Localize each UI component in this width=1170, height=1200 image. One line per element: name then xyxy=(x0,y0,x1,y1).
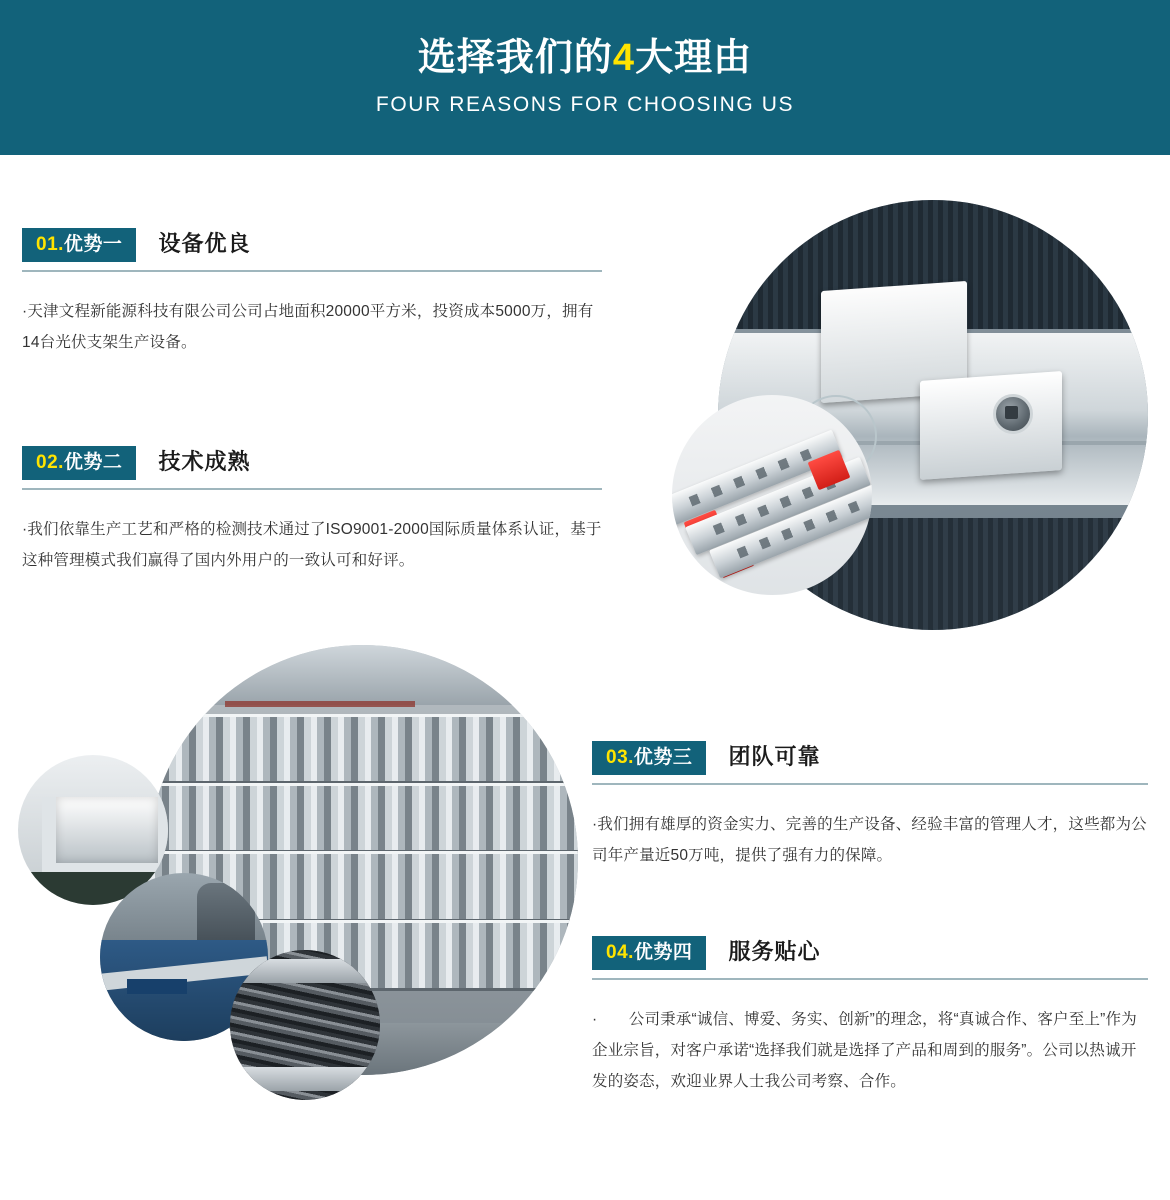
steel-coil-photo xyxy=(230,950,380,1100)
page-title-suffix: 大理由 xyxy=(635,36,753,79)
c-profile-shape xyxy=(42,797,168,877)
clamp-bolt-icon xyxy=(993,394,1033,434)
coil-photo-inner xyxy=(230,950,380,1100)
coil-strip-bottom xyxy=(230,1067,380,1091)
advantage-1-badge-label: 优势一 xyxy=(63,234,123,255)
page-title xyxy=(418,38,752,80)
page-header xyxy=(0,0,1170,155)
stack-layer-1 xyxy=(148,714,578,785)
advantage-3-head xyxy=(592,740,1148,775)
advantage-2-head xyxy=(22,445,602,480)
factory-machine-label xyxy=(127,979,187,994)
advantage-3-badge-number: 03. xyxy=(606,747,634,768)
advantage-4-body: · 公司秉承“诚信、博爱、务实、创新”的理念，将“真诚合作、客户至上”作为企业宗旨，对客户承诺“选择我们就是选择了产品和周到的服务”。公司以热诚开发的姿态，欢迎业界人士我公司考察、合作。 xyxy=(592,1011,1137,1090)
advantage-block-2 xyxy=(22,445,602,576)
rail-photo-inner xyxy=(672,395,872,595)
advantage-3-badge xyxy=(592,741,706,775)
advantage-4-rule xyxy=(592,978,1148,980)
advantage-1-head xyxy=(22,227,602,262)
advantage-1-body: ·天津文程新能源科技有限公司公司占地面积20000平方米，投资成本5000万，拥有14台光伏支架生产设备。 xyxy=(22,303,594,351)
content-area xyxy=(0,155,1170,1200)
stack-red-beam xyxy=(225,701,414,707)
advantage-3-body: ·我们拥有雄厚的资金实力、完善的生产设备、经验丰富的管理人才，这些都为公司年产量近50万吨，提供了强有力的保障。 xyxy=(592,816,1147,864)
coil-strip-top xyxy=(230,959,380,983)
page-title-prefix: 选择我们的 xyxy=(417,36,613,79)
advantage-block-3 xyxy=(592,740,1148,871)
advantage-4-badge xyxy=(592,936,706,970)
page-title-accent: 4 xyxy=(612,36,636,79)
advantage-2-badge-label: 优势二 xyxy=(63,452,123,473)
advantage-2-title: 技术成熟 xyxy=(158,449,251,474)
advantage-1-badge-number: 01. xyxy=(36,234,64,255)
advantage-2-body: ·我们依靠生产工艺和严格的检测技术通过了ISO9001-2000国际质量体系认证，基于这种管理模式我们赢得了国内外用户的一致认可和好评。 xyxy=(22,521,602,569)
advantage-3-title: 团队可靠 xyxy=(728,744,821,769)
advantage-4-badge-label: 优势四 xyxy=(633,942,693,963)
page-subtitle: FOUR REASONS FOR CHOOSING US xyxy=(375,93,795,117)
advantage-4-title: 服务贴心 xyxy=(728,939,821,964)
advantage-3-badge-label: 优势三 xyxy=(633,747,693,768)
advantage-1-rule xyxy=(22,270,602,272)
advantage-2-rule xyxy=(22,488,602,490)
clamp-block-lower xyxy=(920,371,1062,480)
advantage-3-rule xyxy=(592,783,1148,785)
advantage-4-head xyxy=(592,935,1148,970)
rail-bundle-photo xyxy=(672,395,872,595)
advantage-block-1 xyxy=(22,227,602,358)
advantage-1-title: 设备优良 xyxy=(158,231,251,256)
stack-background xyxy=(148,645,578,705)
stack-layer-2 xyxy=(148,783,578,854)
advantage-4-badge-number: 04. xyxy=(606,942,634,963)
advantage-2-badge-number: 02. xyxy=(36,452,64,473)
advantage-2-badge xyxy=(22,446,136,480)
advantage-1-badge xyxy=(22,228,136,262)
advantage-block-4 xyxy=(592,935,1148,1097)
